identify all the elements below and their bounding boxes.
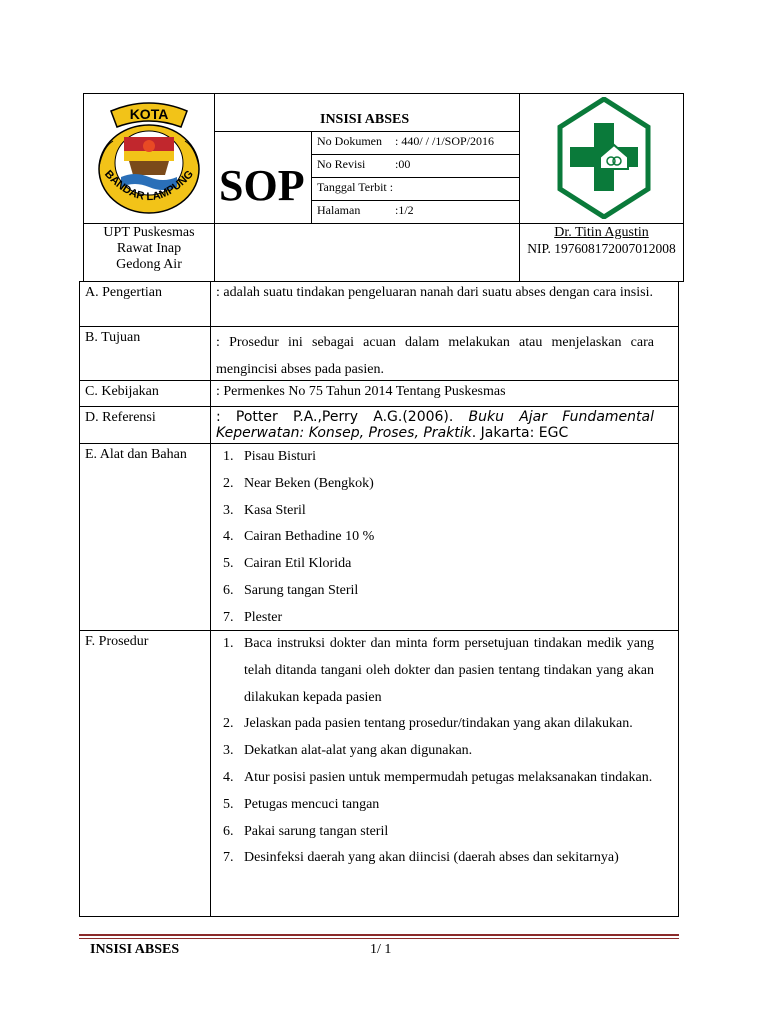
referensi-book-title: Buku Ajar Fundamental Keperwatan: Konsep, Proses, Praktik [216,409,654,441]
meta-label-dokumen: No Dokumen [317,134,382,148]
meta-value-revisi: :00 [395,157,411,171]
list-item: 1. Baca instruksi dokter dan minta form persetujuan tindakan medik yang telah ditanda tangani oleh dokter dan pasien tentang tindakan yang akan dilakukan kepada pasien [223,636,654,705]
meta-value-halaman: :1/2 [395,203,414,217]
label-pengertian: A. Pengertian [85,285,162,300]
list-item: 6. Sarung tangan Steril [223,582,359,598]
label-prosedur: F. Prosedur [85,634,149,649]
meta-label-halaman: Halaman [317,203,361,217]
section-alat-bahan [79,443,679,631]
logo-ring-text: BANDAR LAMPUNG [102,168,196,204]
section-referensi [79,406,679,444]
logo-kota-text: KOTA [129,106,169,122]
alat-bahan-list [223,444,654,632]
list-item: 5. Petugas mencuci tangan [223,796,380,812]
meta-row-halaman [311,200,520,224]
list-item: 3. Kasa Steril [223,502,306,518]
puskesmas-logo-cell [519,93,684,224]
document-title: INSISI ABSES [320,112,410,127]
org-line-2: Rawat Inap [116,241,182,256]
signatory-name: Dr. Titin Agustin [554,225,649,240]
list-item: 2. Near Beken (Bengkok) [223,475,374,491]
list-item: 6. Pakai sarung tangan steril [223,823,389,839]
meta-value-dokumen: : 440/ / /1/SOP/2016 [395,134,495,148]
logo-cell [83,93,215,224]
section-tujuan [79,326,679,381]
org-line-3: Gedong Air [116,257,182,272]
referensi-authors: : Potter P.A.,Perry A.G.(2006). [216,409,469,425]
column-divider [210,444,211,630]
sop-label: SOP [219,161,305,210]
label-alat-bahan: E. Alat dan Bahan [85,447,187,462]
label-kebijakan: C. Kebijakan [85,384,159,399]
meta-row-dokumen [311,131,520,155]
section-prosedur [79,630,679,917]
city-emblem-icon [89,97,209,219]
list-item: 4. Cairan Bethadine 10 % [223,529,375,545]
label-referensi: D. Referensi [85,410,156,425]
footer-page: 1/ 1 [370,942,392,957]
text-referensi [216,409,654,441]
list-item: 5. Cairan Etil Klorida [223,556,352,572]
blank-cell [214,223,520,282]
column-divider [210,631,211,916]
list-item: 4. Atur posisi pasien untuk mempermudah petugas melaksanakan tindakan. [223,769,653,785]
footer-rule-thin [79,938,679,939]
org-line-1: UPT Puskesmas [103,225,195,240]
org-cell [83,223,215,282]
meta-label-tanggal: Tanggal Terbit : [317,180,394,194]
list-item: 2. Jelaskan pada pasien tentang prosedur/tindakan yang akan dilakukan. [223,716,633,732]
section-pengertian [79,281,679,327]
list-item: 7. Plester [223,609,283,625]
column-divider [210,282,211,326]
column-divider [210,407,211,443]
column-divider [210,327,211,380]
signatory-cell [519,223,684,282]
label-tujuan: B. Tujuan [85,330,141,345]
footer-rule-thick [79,934,679,936]
list-item: 1. Pisau Bisturi [223,449,316,464]
referensi-publisher: . Jakarta: EGC [471,425,569,441]
list-item: 7. Desinfeksi daerah yang akan diincisi (daerah abses dan sekitarnya) [223,850,619,866]
meta-row-tanggal [311,177,520,201]
text-pengertian: : adalah suatu tindakan pengeluaran nanah dari suatu abses dengan cara insisi. [216,285,653,300]
list-item: 3. Dekatkan alat-alat yang akan digunakan. [223,743,473,759]
prosedur-list [223,631,654,872]
sop-cell [214,131,312,224]
puskesmas-logo-icon [556,97,652,219]
meta-label-revisi: No Revisi [317,157,366,171]
text-kebijakan: : Permenkes No 75 Tahun 2014 Tentang Puskesmas [216,384,506,399]
title-cell [214,93,520,132]
column-divider [210,381,211,406]
signatory-nip: NIP. 197608172007012008 [527,241,676,256]
footer-title: INSISI ABSES [90,942,180,957]
meta-row-revisi [311,154,520,178]
section-kebijakan [79,380,679,407]
text-tujuan: : Prosedur ini sebagai acuan dalam melakukan atau menjelaskan cara mengincisi abses pada pasien. [216,335,654,377]
